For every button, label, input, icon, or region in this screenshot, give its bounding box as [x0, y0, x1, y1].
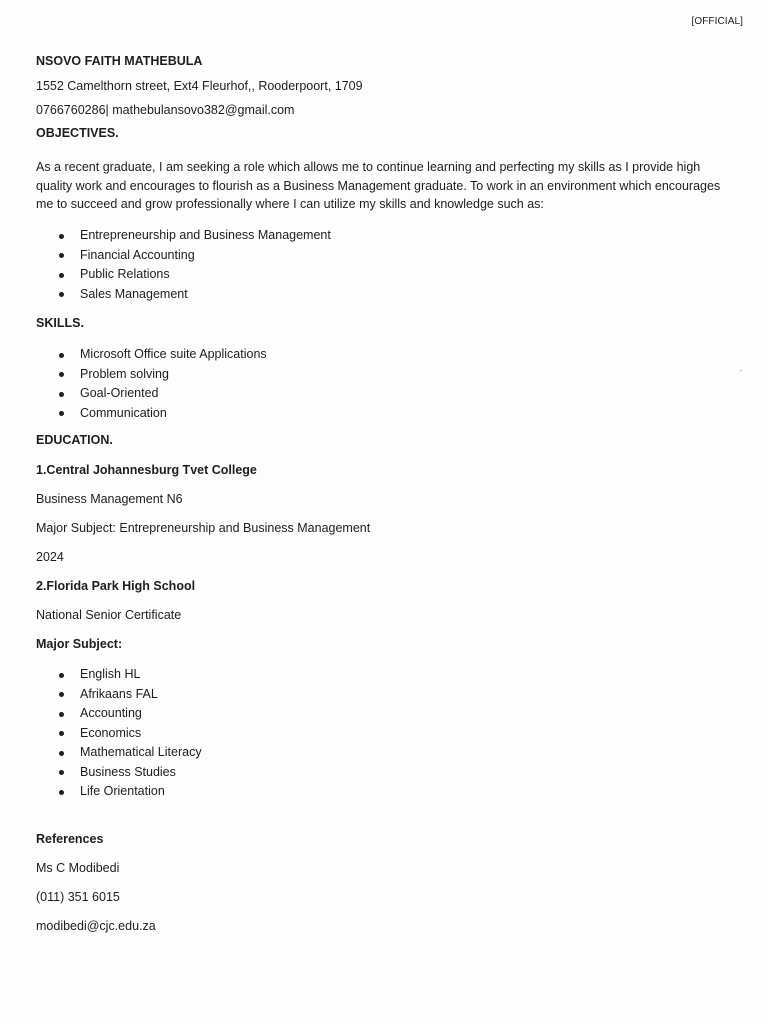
reference-email: modibedi@cjc.edu.za [36, 919, 156, 933]
objectives-heading: OBJECTIVES. [36, 126, 119, 140]
list-item: Business Studies [54, 763, 202, 783]
list-item: Life Orientation [54, 782, 202, 802]
list-item: Public Relations [54, 265, 331, 285]
list-item: Afrikaans FAL [54, 685, 202, 705]
high-school-major-heading: Major Subject: [36, 637, 123, 651]
candidate-name: NSOVO FAITH MATHEBULA [36, 54, 203, 68]
classification-label: [OFFICIAL] [691, 16, 743, 27]
list-item: Communication [54, 404, 267, 424]
high-school-certificate: National Senior Certificate [36, 608, 182, 622]
skills-list [54, 345, 267, 423]
subjects-list [54, 665, 202, 802]
list-item: Mathematical Literacy [54, 743, 202, 763]
address-line: 1552 Camelthorn street, Ext4 Fleurhof,, Rooderpoort, 1709 [36, 79, 363, 93]
list-item: Economics [54, 724, 202, 744]
list-item: English HL [54, 665, 202, 685]
college-year: 2024 [36, 550, 64, 564]
reference-phone: (011) 351 6015 [36, 890, 120, 904]
skills-heading: SKILLS. [36, 316, 84, 330]
college-course: Business Management N6 [36, 492, 183, 506]
scan-speck [740, 370, 742, 371]
list-item: Entrepreneurship and Business Management [54, 226, 331, 246]
objectives-list [54, 226, 331, 304]
list-item: Problem solving [54, 365, 267, 385]
list-item: Financial Accounting [54, 246, 331, 266]
list-item: Sales Management [54, 285, 331, 305]
reference-name: Ms C Modibedi [36, 861, 120, 875]
contact-line: 0766760286| mathebulansovo382@gmail.com [36, 103, 295, 117]
list-item: Goal-Oriented [54, 384, 267, 404]
objectives-paragraph: As a recent graduate, I am seeking a role which allows me to continue learning and perfecting my skills as I provide high quality work and encourages to flourish as a Business Management graduate. To work in an environment which encourages me to succeed and grow professionally where I can utilize my skills and knowledge such as: [36, 160, 721, 211]
high-school-name: 2.Florida Park High School [36, 579, 196, 593]
references-heading: References [36, 832, 104, 846]
college-major-subject: Major Subject: Entrepreneurship and Business Management [36, 521, 371, 535]
list-item: Accounting [54, 704, 202, 724]
list-item: Microsoft Office suite Applications [54, 345, 267, 365]
education-heading: EDUCATION. [36, 433, 113, 447]
college-name: 1.Central Johannesburg Tvet College [36, 463, 257, 477]
